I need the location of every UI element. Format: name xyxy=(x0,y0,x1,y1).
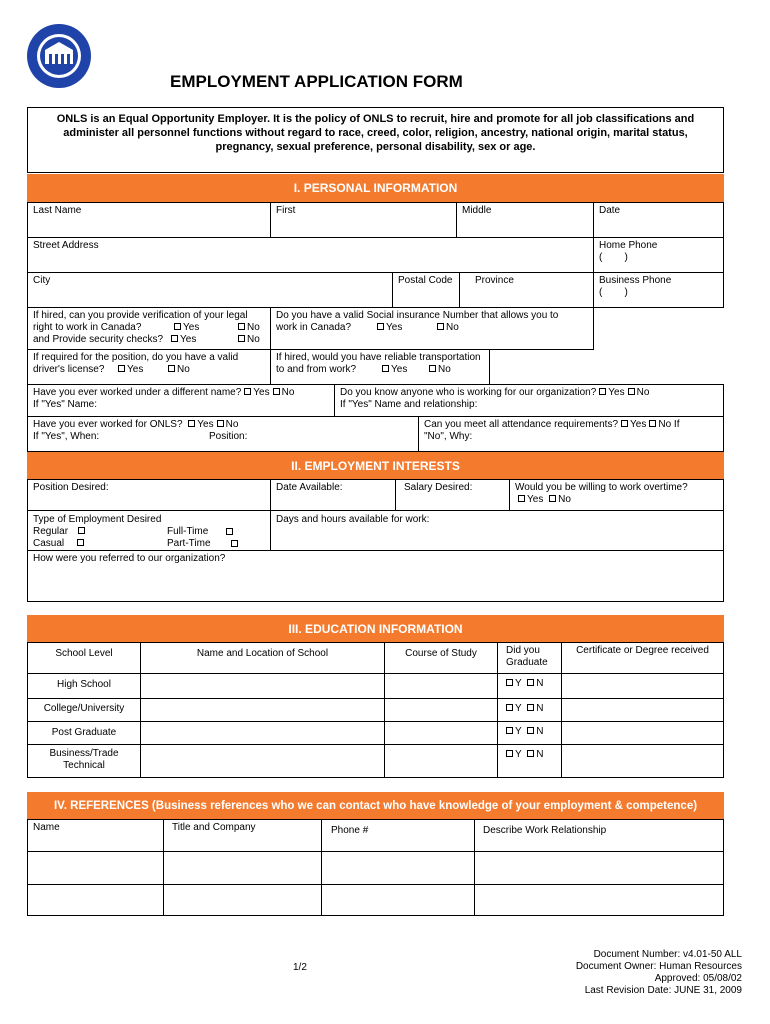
transportation-cell xyxy=(270,349,490,385)
ref-title-input[interactable] xyxy=(163,851,322,885)
y-label: Y xyxy=(515,703,522,714)
street-address-label: Street Address xyxy=(33,240,99,251)
know-employee-if-yes: If "Yes" Name and relationship: xyxy=(340,399,478,410)
section-personal-heading: I. PERSONAL INFORMATION xyxy=(27,174,724,202)
drivers-license-cell xyxy=(27,349,271,385)
home-phone-area: ( ) xyxy=(599,252,628,263)
date-available-label: Date Available: xyxy=(276,482,343,493)
yes-label: Yes xyxy=(253,387,270,398)
city-label: City xyxy=(33,275,51,286)
graduate-y-checkbox[interactable] xyxy=(506,679,513,686)
attendance-cell xyxy=(418,416,724,452)
no-label: No xyxy=(225,419,239,430)
section-education-heading: III. EDUCATION INFORMATION xyxy=(27,615,724,643)
home-phone-label: Home Phone xyxy=(599,240,658,251)
employment-type-label: Type of Employment Desired xyxy=(33,514,162,525)
edu-col-grad-label-2: Graduate xyxy=(506,657,548,668)
license-question: If required for the position, do you have a valid xyxy=(33,352,239,363)
no-label: No xyxy=(438,364,451,375)
verify-yes-checkbox[interactable] xyxy=(174,323,181,330)
no-label: No xyxy=(558,494,571,505)
part-time-label: Part-Time xyxy=(167,538,211,549)
edu-course-input[interactable] xyxy=(384,744,498,778)
edu-row-level xyxy=(27,744,141,778)
graduate-y-checkbox[interactable] xyxy=(506,727,513,734)
casual-checkbox[interactable] xyxy=(77,539,84,546)
first-name-label: First xyxy=(276,205,296,216)
yes-label: Yes xyxy=(386,322,403,333)
no-label: No xyxy=(177,364,190,375)
yes-label: Yes xyxy=(391,364,408,375)
n-label: N xyxy=(536,678,544,689)
part-time-checkbox[interactable] xyxy=(231,540,238,547)
graduate-n-checkbox[interactable] xyxy=(527,679,534,686)
security-question: and Provide security checks? xyxy=(33,334,164,345)
ref-phone-input[interactable] xyxy=(321,851,475,885)
different-name-question: Have you ever worked under a different name? xyxy=(33,387,242,398)
regular-checkbox[interactable] xyxy=(78,527,85,534)
onls-logo xyxy=(25,22,93,90)
attendance-yes-checkbox[interactable] xyxy=(621,420,628,427)
n-label: N xyxy=(536,726,544,737)
edu-school-input[interactable] xyxy=(140,721,385,745)
ref-title-input[interactable] xyxy=(163,884,322,916)
edu-col-level-label: School Level xyxy=(55,648,113,659)
if-label: If xyxy=(33,399,39,410)
referral-label: How were you referred to our organization? xyxy=(33,553,226,564)
ref-col-phone-label: Phone # xyxy=(331,825,369,836)
section-employment-heading: II. EMPLOYMENT INTERESTS xyxy=(27,452,724,480)
edu-course-input[interactable] xyxy=(384,698,498,722)
attendance-why-label: "No", Why: xyxy=(424,431,473,442)
ref-name-input[interactable] xyxy=(27,884,164,916)
different-name-no-checkbox[interactable] xyxy=(273,388,280,395)
edu-level-high-school: High School xyxy=(57,679,111,690)
edu-cert-input[interactable] xyxy=(561,744,724,778)
postal-code-field[interactable] xyxy=(392,272,460,308)
business-phone-label: Business Phone xyxy=(599,275,672,286)
know-yes-checkbox[interactable] xyxy=(599,388,606,395)
edu-col-cert xyxy=(561,642,724,674)
edu-col-name-label: Name and Location of School xyxy=(196,648,329,659)
yes-label: Yes xyxy=(527,494,544,505)
ref-col-phone xyxy=(321,819,475,852)
verify-question: If hired, can you provide verification of your legal xyxy=(33,310,248,321)
policy-text: ONLS is an Equal Opportunity Employer. It is the policy of ONLS to recruit, hire and promote for all job classifications and administer all personnel functions without regard to race, creed, color, religion, ancestry, national origin, marital status, pregnancy, sexual preference, personal disability, sex or age. xyxy=(56,113,695,153)
edu-graduate-cell xyxy=(497,673,562,699)
first-name-field[interactable] xyxy=(270,202,457,238)
ref-col-name xyxy=(27,819,164,852)
yes-label: Yes xyxy=(197,419,214,430)
edu-col-course xyxy=(384,642,498,674)
no-label: No xyxy=(658,419,672,430)
doc-owner: Document Owner: Human Resources xyxy=(575,961,742,972)
legal-verification-cell xyxy=(27,307,271,350)
postal-code-label: Postal Code xyxy=(398,275,453,286)
license-no-checkbox[interactable] xyxy=(168,365,175,372)
document-info xyxy=(576,949,742,997)
edu-col-name xyxy=(140,642,385,674)
full-time-label: Full-Time xyxy=(167,526,209,537)
overtime-yes-checkbox[interactable] xyxy=(518,495,525,502)
approved-date: Approved: 05/08/02 xyxy=(654,973,742,984)
casual-label: Casual xyxy=(33,538,65,549)
no-label: No xyxy=(446,322,459,333)
graduate-y-checkbox[interactable] xyxy=(506,704,513,711)
transport-yes-checkbox[interactable] xyxy=(382,365,389,372)
position-desired-label: Position Desired: xyxy=(33,482,109,493)
revision-date: Last Revision Date: JUNE 31, 2009 xyxy=(584,985,742,996)
different-name-yes-checkbox[interactable] xyxy=(244,388,251,395)
ref-relationship-input[interactable] xyxy=(474,851,724,885)
no-label: No xyxy=(281,387,295,398)
attendance-question: Can you meet all attendance requirements? xyxy=(424,419,619,430)
days-hours-label: Days and hours available for work: xyxy=(276,514,430,525)
worked-onls-question: Have you ever worked for ONLS? xyxy=(33,419,183,430)
edu-col-grad-label-1: Did you xyxy=(506,645,540,656)
y-label: Y xyxy=(515,749,522,760)
attendance-no-checkbox[interactable] xyxy=(649,420,656,427)
ref-col-name-label: Name xyxy=(33,822,60,833)
doc-number: Document Number: v4.01-50 ALL xyxy=(593,949,742,960)
position-desired-field[interactable] xyxy=(27,479,271,511)
referral-field[interactable] xyxy=(27,550,724,602)
different-name-cell xyxy=(27,384,335,417)
security-yes-checkbox[interactable] xyxy=(171,335,178,342)
full-time-checkbox[interactable] xyxy=(226,528,233,535)
home-phone-field[interactable] xyxy=(593,237,724,273)
edu-row-level xyxy=(27,698,141,722)
worked-position-label: Position: xyxy=(209,431,248,442)
edu-graduate-cell xyxy=(497,721,562,745)
edu-col-graduate xyxy=(497,642,562,674)
overtime-question: Would you be willing to work overtime? xyxy=(515,482,688,493)
page-number: 1/2 xyxy=(293,962,307,973)
overtime-cell xyxy=(509,479,724,511)
edu-row-level xyxy=(27,673,141,699)
transport-no-checkbox[interactable] xyxy=(429,365,436,372)
salary-desired-label: Salary Desired: xyxy=(404,482,473,493)
ref-relationship-input[interactable] xyxy=(474,884,724,916)
different-name-if-yes: "Yes" Name: xyxy=(41,399,97,410)
worked-onls-cell xyxy=(27,416,419,452)
edu-school-input[interactable] xyxy=(140,698,385,722)
date-available-field[interactable] xyxy=(270,479,396,511)
middle-name-label: Middle xyxy=(462,205,492,216)
ref-col-relationship xyxy=(474,819,724,852)
edu-cert-input[interactable] xyxy=(561,721,724,745)
ref-col-rel-label: Describe Work Relationship xyxy=(483,825,607,836)
yes-label: Yes xyxy=(180,334,197,345)
regular-label: Regular xyxy=(33,526,69,537)
ref-col-title-label: Title and Company xyxy=(172,822,256,833)
date-field[interactable] xyxy=(593,202,724,238)
edu-course-input[interactable] xyxy=(384,721,498,745)
edu-row-level xyxy=(27,721,141,745)
transport-question: If hired, would you have reliable transportation xyxy=(276,352,481,363)
sin-cell xyxy=(270,307,594,350)
verify-question-2: right to work in Canada? xyxy=(33,322,142,333)
employment-type-cell xyxy=(27,510,271,551)
no-label: No xyxy=(247,322,260,333)
edu-col-cert-label: Certificate or Degree received xyxy=(576,645,709,656)
attendance-if-label: If xyxy=(673,419,680,430)
edu-cert-input[interactable] xyxy=(561,698,724,722)
sin-question: Do you have a valid Social insurance Number that allows you to xyxy=(276,310,559,321)
date-label: Date xyxy=(599,205,621,216)
graduate-n-checkbox[interactable] xyxy=(527,750,534,757)
sin-yes-checkbox[interactable] xyxy=(377,323,384,330)
worked-yes-checkbox[interactable] xyxy=(188,420,195,427)
yes-label: Yes xyxy=(630,419,647,430)
edu-col-level xyxy=(27,642,141,674)
edu-level-business-trade: Business/Trade xyxy=(49,748,119,759)
last-name-field[interactable] xyxy=(27,202,271,238)
salary-desired-field[interactable] xyxy=(395,479,510,511)
province-field[interactable] xyxy=(459,272,594,308)
province-label: Province xyxy=(475,275,514,286)
worked-when-label: If "Yes", When: xyxy=(33,431,100,442)
ref-phone-input[interactable] xyxy=(321,884,475,916)
ref-name-input[interactable] xyxy=(27,851,164,885)
edu-school-input[interactable] xyxy=(140,744,385,778)
section-references-heading: IV. REFERENCES (Business references who we can contact who have knowledge of your employment & competence) xyxy=(27,792,724,820)
know-employee-question: Do you know anyone who is working for our organization? xyxy=(340,387,597,398)
policy-box xyxy=(27,107,724,173)
license-yes-checkbox[interactable] xyxy=(118,365,125,372)
edu-level-post-graduate: Post Graduate xyxy=(51,727,117,738)
edu-school-input[interactable] xyxy=(140,673,385,699)
last-name-label: Last Name xyxy=(33,205,82,216)
sin-question-2: work in Canada? xyxy=(276,322,352,333)
overtime-no-checkbox[interactable] xyxy=(549,495,556,502)
middle-name-field[interactable] xyxy=(456,202,594,238)
y-label: Y xyxy=(515,726,522,737)
edu-graduate-cell xyxy=(497,698,562,722)
y-label: Y xyxy=(515,678,522,689)
edu-course-input[interactable] xyxy=(384,673,498,699)
yes-label: Yes xyxy=(608,387,625,398)
yes-label: Yes xyxy=(183,322,200,333)
n-label: N xyxy=(536,703,544,714)
sin-no-checkbox[interactable] xyxy=(437,323,444,330)
business-phone-area: ( ) xyxy=(599,287,628,298)
edu-level-college: College/University xyxy=(43,703,125,714)
street-address-field[interactable] xyxy=(27,237,594,273)
ref-col-title xyxy=(163,819,322,852)
days-hours-field[interactable] xyxy=(270,510,724,551)
edu-graduate-cell xyxy=(497,744,562,778)
graduate-n-checkbox[interactable] xyxy=(527,727,534,734)
know-employee-cell xyxy=(334,384,724,417)
transport-question-2: to and from work? xyxy=(276,364,357,375)
city-field[interactable] xyxy=(27,272,393,308)
edu-col-course-label: Course of Study xyxy=(405,648,477,659)
n-label: N xyxy=(536,749,544,760)
edu-level-technical: Technical xyxy=(63,760,105,771)
form-title: EMPLOYMENT APPLICATION FORM xyxy=(170,72,463,91)
business-phone-field[interactable] xyxy=(593,272,724,308)
graduate-n-checkbox[interactable] xyxy=(527,704,534,711)
security-no-checkbox[interactable] xyxy=(238,335,245,342)
know-no-checkbox[interactable] xyxy=(628,388,635,395)
edu-cert-input[interactable] xyxy=(561,673,724,699)
no-label: No xyxy=(636,387,650,398)
no-label: No xyxy=(247,334,260,345)
worked-no-checkbox[interactable] xyxy=(217,420,224,427)
license-question-2: driver's license? xyxy=(33,364,105,375)
verify-no-checkbox[interactable] xyxy=(238,323,245,330)
yes-label: Yes xyxy=(127,364,144,375)
graduate-y-checkbox[interactable] xyxy=(506,750,513,757)
